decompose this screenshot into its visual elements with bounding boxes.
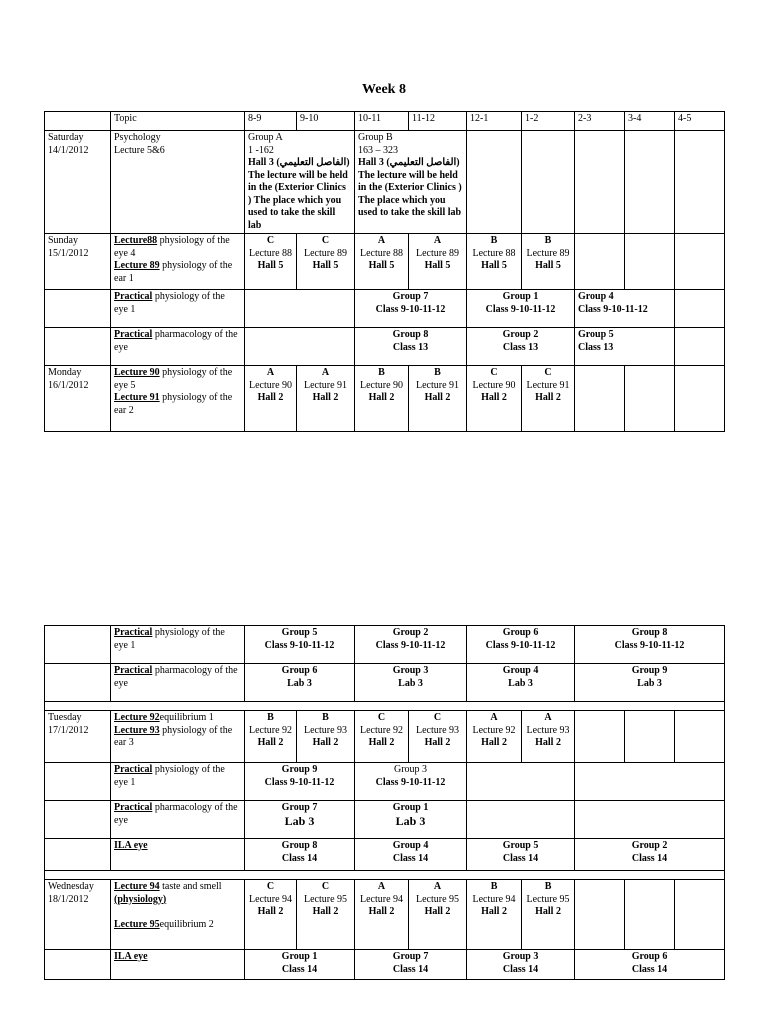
practical-cell: Group 8 Class 13 <box>355 328 467 366</box>
tuesday-lecture-row <box>45 711 725 763</box>
lecture-cell: B Lecture 89 Hall 5 <box>522 234 575 290</box>
lecture-cell: B Lecture 88 Hall 5 <box>467 234 522 290</box>
time-header: 12-1 <box>467 112 522 131</box>
monday-lecture-row <box>45 366 725 432</box>
sunday-lecture-row <box>45 234 725 290</box>
practical-cell: Group 3 Class 9-10-11-12 <box>355 763 467 801</box>
practical-cell: Group 2 Class 13 <box>467 328 575 366</box>
practical-cell: Group 1 Lab 3 <box>355 801 467 839</box>
time-header: 1-2 <box>522 112 575 131</box>
topic-cell: Lecture 90 physiology of the eye 5 Lecture 91 physiology of the ear 2 <box>111 366 245 432</box>
practical-cell: Group 8 Class 9-10-11-12 <box>575 626 725 664</box>
time-header: 11-12 <box>409 112 467 131</box>
practical-row <box>45 626 725 664</box>
ila-cell: Group 6 Class 14 <box>575 950 725 980</box>
practical-cell: Group 7 Lab 3 <box>245 801 355 839</box>
day-cell: Saturday 14/1/2012 <box>45 131 111 234</box>
lecture-cell: B Lecture 91 Hall 2 <box>409 366 467 432</box>
schedule-table-2 <box>44 625 725 980</box>
topic-cell: Practical pharmacology of the eye <box>111 664 245 702</box>
practical-cell: Group 2 Class 9-10-11-12 <box>355 626 467 664</box>
ila-cell: Group 5 Class 14 <box>467 839 575 871</box>
sunday-practical-row <box>45 290 725 328</box>
tuesday-pharmacology-row <box>45 801 725 839</box>
spacer-row <box>45 871 725 880</box>
practical-cell: Group 7 Class 9-10-11-12 <box>355 290 467 328</box>
practical-cell: Group 9 Lab 3 <box>575 664 725 702</box>
topic-header: Topic <box>111 112 245 131</box>
lecture-cell: C Lecture 93 Hall 2 <box>409 711 467 763</box>
wednesday-lecture-row <box>45 880 725 950</box>
ila-cell: Group 7 Class 14 <box>355 950 467 980</box>
lecture-cell: B Lecture 92 Hall 2 <box>245 711 297 763</box>
spacer-row <box>45 702 725 711</box>
time-header: 4-5 <box>675 112 725 131</box>
time-header: 8-9 <box>245 112 297 131</box>
pharmacology-row <box>45 664 725 702</box>
sunday-pharmacology-row <box>45 328 725 366</box>
topic-cell: Practical pharmacology of the eye <box>111 328 245 366</box>
practical-cell: Group 1 Class 9-10-11-12 <box>467 290 575 328</box>
day-cell: Wednesday 18/1/2012 <box>45 880 111 950</box>
group-a-cell: Group A 1 -162 Hall 3 (الفاصل التعليمي) The lecture will be held in the (Exterior Clinics ) The place which you used to take the skill lab <box>245 131 355 234</box>
ila-cell: Group 8 Class 14 <box>245 839 355 871</box>
practical-cell: Group 6 Lab 3 <box>245 664 355 702</box>
wednesday-ila-row <box>45 950 725 980</box>
saturday-row <box>45 131 725 234</box>
tuesday-practical-row <box>45 763 725 801</box>
lecture-cell: A Lecture 88 Hall 5 <box>355 234 409 290</box>
ila-cell: Group 1 Class 14 <box>245 950 355 980</box>
topic-cell: Lecture 92equilibrium 1 Lecture 93 physiology of the ear 3 <box>111 711 245 763</box>
topic-cell: Psychology Lecture 5&6 <box>111 131 245 234</box>
page-title: Week 8 <box>362 82 406 97</box>
day-cell: Tuesday 17/1/2012 <box>45 711 111 763</box>
empty-cell <box>45 112 111 131</box>
time-header: 2-3 <box>575 112 625 131</box>
lecture-cell: B Lecture 90 Hall 2 <box>355 366 409 432</box>
lecture-cell: A Lecture 92 Hall 2 <box>467 711 522 763</box>
lecture-cell: A Lecture 93 Hall 2 <box>522 711 575 763</box>
lecture-cell: C Lecture 90 Hall 2 <box>467 366 522 432</box>
lecture-cell: A Lecture 90 Hall 2 <box>245 366 297 432</box>
lecture-cell: C Lecture 92 Hall 2 <box>355 711 409 763</box>
practical-cell: Group 9 Class 9-10-11-12 <box>245 763 355 801</box>
topic-cell: Lecture88 physiology of the eye 4 Lecture 89 physiology of the ear 1 <box>111 234 245 290</box>
lecture-cell: A Lecture 91 Hall 2 <box>297 366 355 432</box>
topic-cell: Practical pharmacology of the eye <box>111 801 245 839</box>
lecture-cell: B Lecture 94 Hall 2 <box>467 880 522 950</box>
lecture-cell: C Lecture 88 Hall 5 <box>245 234 297 290</box>
lecture-cell: C Lecture 94 Hall 2 <box>245 880 297 950</box>
header-row <box>45 112 725 131</box>
topic-cell: Lecture 94 taste and smell (physiology) Lecture 95equilibrium 2 <box>111 880 245 950</box>
day-cell: Monday 16/1/2012 <box>45 366 111 432</box>
day-cell: Sunday 15/1/2012 <box>45 234 111 290</box>
practical-cell: Group 4 Lab 3 <box>467 664 575 702</box>
topic-cell: Practical physiology of the eye 1 <box>111 626 245 664</box>
topic-cell: ILA eye <box>111 950 245 980</box>
lecture-cell: C Lecture 91 Hall 2 <box>522 366 575 432</box>
topic-cell: ILA eye <box>111 839 245 871</box>
group-b-cell: Group B 163 – 323 Hall 3 (الفاصل التعليمي) The lecture will be held in the (Exterior Clinics ) The place which you used to take the skill lab <box>355 131 467 234</box>
time-header: 9-10 <box>297 112 355 131</box>
lecture-cell: B Lecture 95 Hall 2 <box>522 880 575 950</box>
practical-cell: Group 5 Class 13 <box>575 328 675 366</box>
lecture-cell: A Lecture 94 Hall 2 <box>355 880 409 950</box>
lecture-cell: C Lecture 89 Hall 5 <box>297 234 355 290</box>
practical-cell: Group 4 Class 9-10-11-12 <box>575 290 675 328</box>
ila-cell: Group 4 Class 14 <box>355 839 467 871</box>
topic-cell: Practical physiology of the eye 1 <box>111 290 245 328</box>
lecture-cell: C Lecture 95 Hall 2 <box>297 880 355 950</box>
time-header: 3-4 <box>625 112 675 131</box>
topic-cell: Practical physiology of the eye 1 <box>111 763 245 801</box>
lecture-cell: A Lecture 95 Hall 2 <box>409 880 467 950</box>
practical-cell: Group 3 Lab 3 <box>355 664 467 702</box>
tuesday-ila-row <box>45 839 725 871</box>
practical-cell: Group 5 Class 9-10-11-12 <box>245 626 355 664</box>
ila-cell: Group 3 Class 14 <box>467 950 575 980</box>
ila-cell: Group 2 Class 14 <box>575 839 725 871</box>
time-header: 10-11 <box>355 112 409 131</box>
schedule-table-1 <box>44 111 725 432</box>
practical-cell: Group 6 Class 9-10-11-12 <box>467 626 575 664</box>
lecture-cell: B Lecture 93 Hall 2 <box>297 711 355 763</box>
lecture-cell: A Lecture 89 Hall 5 <box>409 234 467 290</box>
